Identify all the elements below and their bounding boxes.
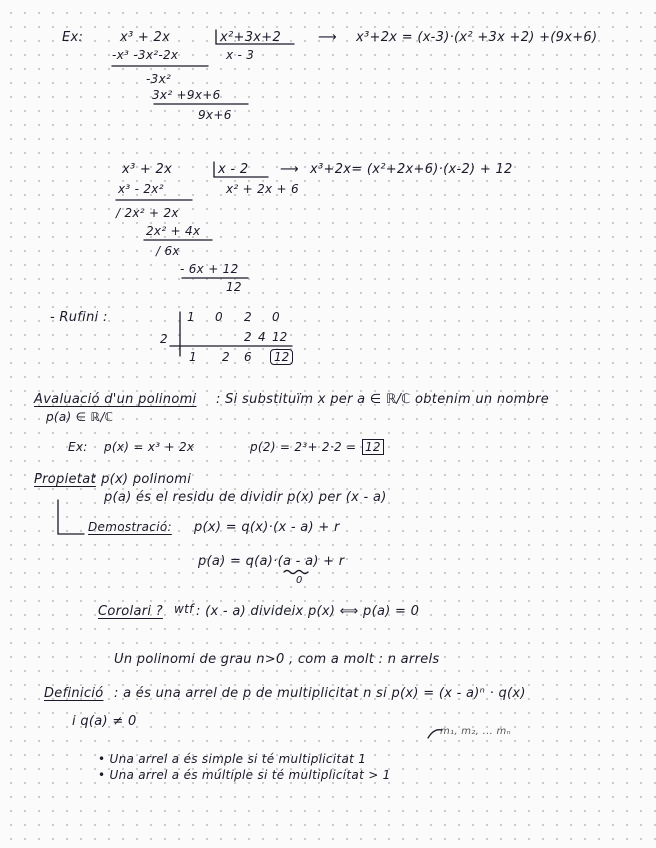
ruffini-cell: 12 bbox=[272, 330, 288, 344]
ruffini-cell: 1 bbox=[187, 310, 195, 324]
corolari-text: : (x - a) divideix p(x) ⟺ p(a) = 0 bbox=[196, 604, 420, 619]
bullet-simple-text: Una arrel a és simple si té multiplicitat 1 bbox=[109, 752, 367, 766]
avaluacio-title: Avaluació d'un polinomi bbox=[34, 392, 197, 407]
definicio-line2: i q(a) ≠ 0 bbox=[72, 714, 137, 729]
ex2-dividend: x³ + 2x bbox=[122, 162, 173, 177]
ruffini-cell: 2 bbox=[244, 310, 252, 324]
ruffini-cell: 0 bbox=[272, 310, 280, 324]
multiplicity-annotation: m₁, m₂, ... mₙ bbox=[440, 726, 511, 737]
ruffini-cell: 4 bbox=[258, 330, 266, 344]
corolari-title: Corolari ? bbox=[98, 604, 163, 619]
ruffini-label: - Rufini : bbox=[50, 310, 108, 325]
propietat-title: Propietat bbox=[34, 472, 96, 487]
corolari-wtf: wtf bbox=[174, 602, 194, 616]
ex2-step-1: x³ - 2x² bbox=[118, 182, 164, 196]
bullet-multiple-text: Una arrel a és múltiple si té multiplicitat > 1 bbox=[109, 768, 391, 782]
ruffini-cell: 0 bbox=[215, 310, 223, 324]
propietat-bracket bbox=[58, 500, 84, 534]
ex2-step-6: 12 bbox=[226, 280, 242, 294]
ex2-step-3: 2x² + 4x bbox=[146, 224, 201, 238]
ruffini-cell: 2 bbox=[244, 330, 252, 344]
ruffini-cell: 2 bbox=[222, 350, 230, 364]
avaluacio-ex-poly: p(x) = x³ + 2x bbox=[104, 440, 195, 454]
demostracio-line1: p(x) = q(x)·(x - a) + r bbox=[194, 520, 340, 535]
avaluacio-text: : Si substituïm x per a ∈ ℝ/ℂ obtenim un nombre bbox=[216, 392, 550, 407]
avaluacio-ex-label: Ex: bbox=[68, 440, 88, 454]
avaluacio-line2: p(a) ∈ ℝ/ℂ bbox=[46, 410, 114, 424]
ex1-step-4: 9x+6 bbox=[198, 108, 232, 122]
propietat-line1: : p(x) polinomi bbox=[92, 472, 192, 487]
propietat-line2: p(a) és el residu de dividir p(x) per (x - a) bbox=[104, 490, 387, 505]
definicio-title: Definició bbox=[44, 686, 104, 701]
definicio-line1: : a és una arrel de p de multiplicitat n si p(x) = (x - a)ⁿ · q(x) bbox=[114, 686, 526, 701]
ex1-step-1: -x³ -3x²-2x bbox=[112, 48, 179, 62]
demostracio-zero: 0 bbox=[296, 575, 303, 586]
ex1-arrow: ⟶ bbox=[318, 30, 337, 45]
demostracio-label: Demostració: bbox=[88, 520, 172, 534]
ruffini-cell: 1 bbox=[189, 350, 197, 364]
ex2-step-2: / 2x² + 2x bbox=[116, 206, 179, 220]
avaluacio-ex-result: 12 bbox=[362, 439, 384, 455]
ex1-dividend: x³ + 2x bbox=[120, 30, 171, 45]
ex1-step-3: 3x² +9x+6 bbox=[152, 88, 221, 102]
ex2-divisor: x - 2 bbox=[218, 162, 249, 177]
ex1-step-2: -3x² bbox=[146, 72, 172, 86]
ex2-quotient: x² + 2x + 6 bbox=[226, 182, 299, 196]
ruffini-remainder: 12 bbox=[270, 349, 293, 365]
bullet-simple: • Una arrel a és simple si té multiplicitat 1 bbox=[98, 752, 367, 766]
demostracio-line2: p(a) = q(a)·(a - a) + r bbox=[198, 554, 345, 569]
ex2-result: x³+2x= (x²+2x+6)·(x-2) + 12 bbox=[310, 162, 513, 177]
ruffini-divisor: 2 bbox=[160, 332, 168, 346]
bullet-multiple: • Una arrel a és múltiple si té multiplicitat > 1 bbox=[98, 768, 391, 782]
ex2-step-4: / 6x bbox=[156, 244, 180, 258]
ex1-quotient: x - 3 bbox=[226, 48, 255, 62]
ex1-result: x³+2x = (x-3)·(x² +3x +2) +(9x+6) bbox=[356, 30, 598, 45]
avaluacio-ex-eval: p(2) = 2³+ 2·2 = bbox=[250, 440, 357, 454]
example-1-label: Ex: bbox=[62, 30, 84, 45]
ruffini-cell: 6 bbox=[244, 350, 252, 364]
demostracio-squiggle bbox=[284, 571, 308, 574]
ex2-arrow: ⟶ bbox=[280, 162, 299, 177]
polinomi-roots-line: Un polinomi de grau n>0 , com a molt : n arrels bbox=[114, 652, 440, 667]
annotation-arc bbox=[428, 730, 442, 738]
ex1-divisor: x²+3x+2 bbox=[220, 30, 282, 45]
ex2-step-5: - 6x + 12 bbox=[180, 262, 239, 276]
